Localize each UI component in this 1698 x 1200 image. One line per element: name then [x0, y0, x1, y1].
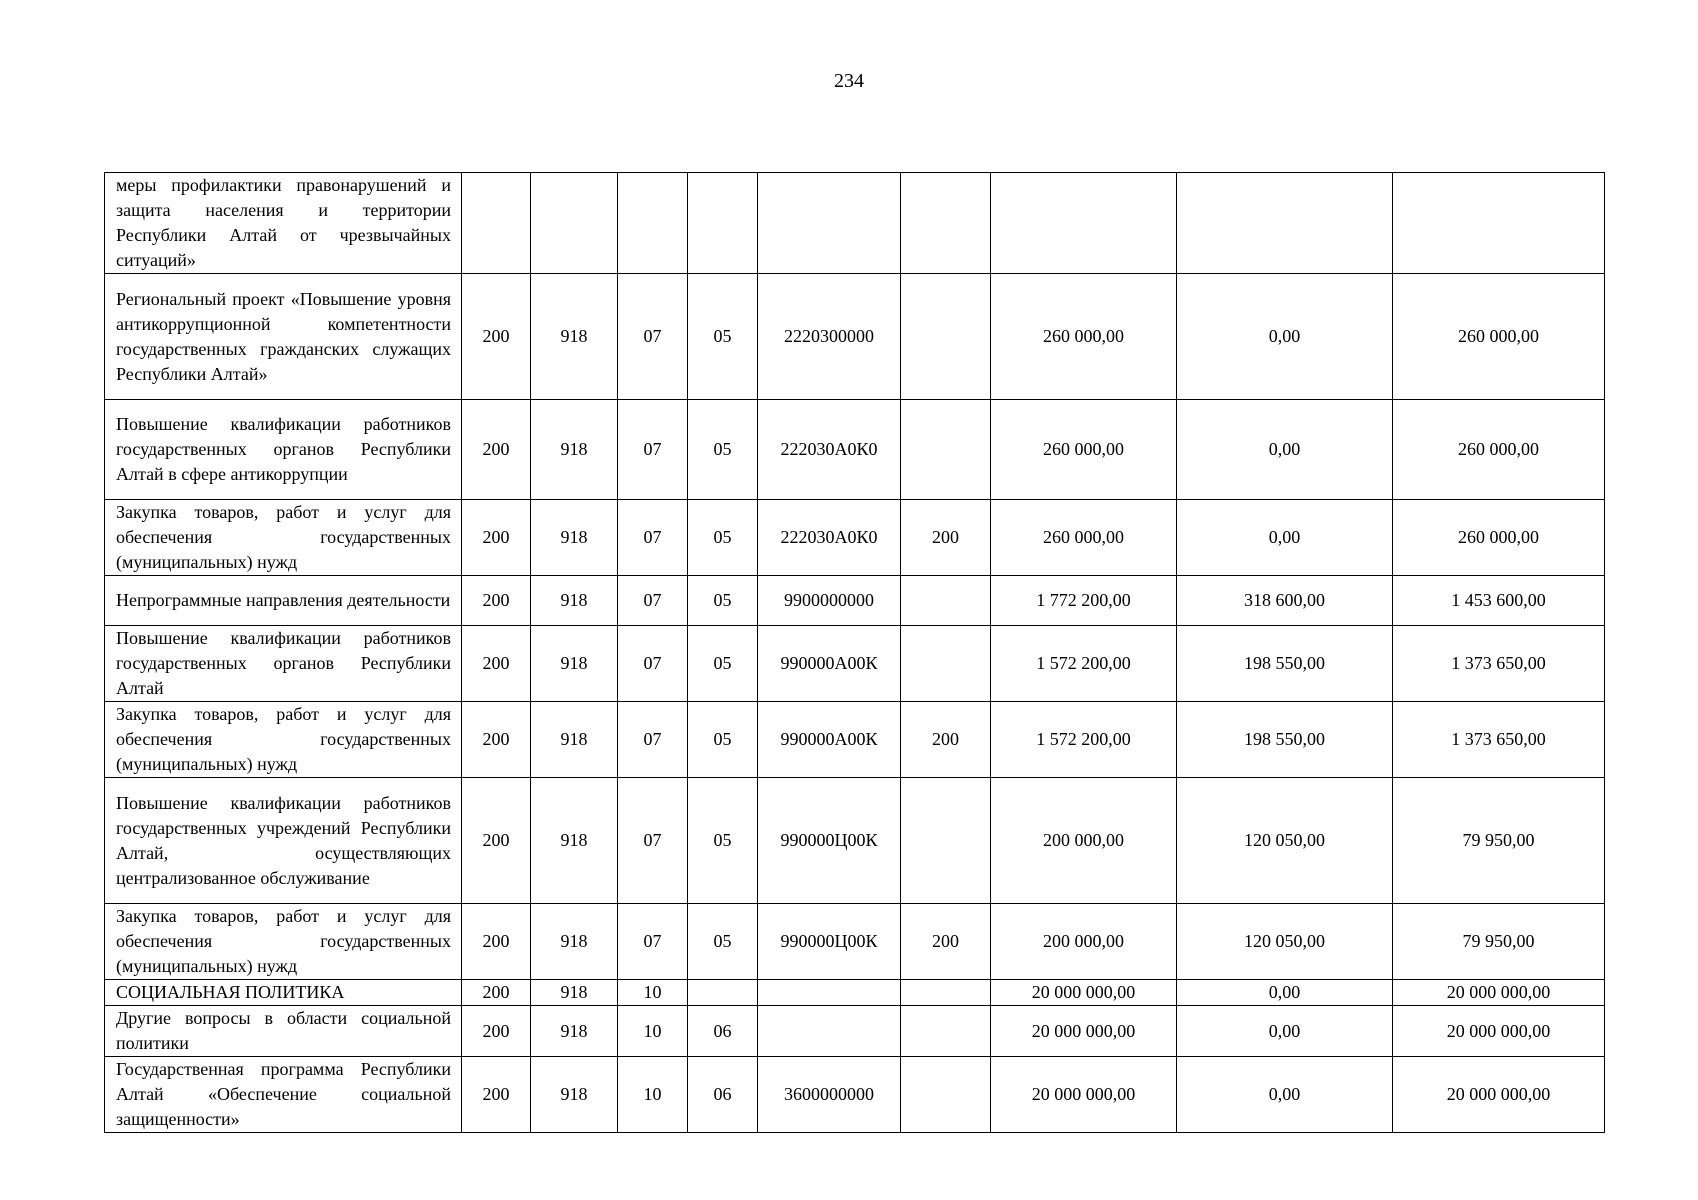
subsection-cell: 05 — [688, 400, 758, 500]
target-article-cell — [758, 980, 901, 1006]
target-article-cell — [758, 173, 901, 274]
admin-code-cell: 200 — [462, 702, 531, 778]
budget-table — [104, 172, 1605, 1133]
target-article-cell: 222030А0К0 — [758, 400, 901, 500]
subsection-cell: 05 — [688, 500, 758, 576]
table-row — [105, 1057, 1605, 1133]
section-cell: 10 — [618, 1006, 688, 1057]
subsection-cell: 05 — [688, 274, 758, 400]
row-name-cell: Повышение квалификации работников государственных органов Республики Алтай — [105, 626, 462, 702]
target-article-cell — [758, 1006, 901, 1057]
section-cell: 07 — [618, 904, 688, 980]
expense-type-cell — [901, 274, 991, 400]
amount-total-cell: 20 000 000,00 — [991, 980, 1177, 1006]
amount-total-cell: 20 000 000,00 — [991, 1057, 1177, 1133]
expense-type-cell: 200 — [901, 500, 991, 576]
row-name-cell: Государственная программа Республики Алтай «Обеспечение социальной защищенности» — [105, 1057, 462, 1133]
amount-federal-cell: 0,00 — [1177, 1006, 1393, 1057]
target-article-cell: 2220300000 — [758, 274, 901, 400]
amount-federal-cell: 198 550,00 — [1177, 626, 1393, 702]
row-name-cell: Закупка товаров, работ и услуг для обеспечения государственных (муниципальных) нужд — [105, 904, 462, 980]
amount-regional-cell: 1 453 600,00 — [1393, 576, 1605, 626]
amount-federal-cell: 0,00 — [1177, 500, 1393, 576]
admin-code-cell — [462, 173, 531, 274]
table-row — [105, 626, 1605, 702]
subsection-cell: 05 — [688, 778, 758, 904]
ministry-code-cell: 918 — [531, 702, 618, 778]
subsection-cell: 05 — [688, 576, 758, 626]
table-row — [105, 778, 1605, 904]
ministry-code-cell: 918 — [531, 626, 618, 702]
amount-total-cell: 200 000,00 — [991, 904, 1177, 980]
amount-total-cell: 1 572 200,00 — [991, 626, 1177, 702]
subsection-cell: 05 — [688, 626, 758, 702]
table-row — [105, 1006, 1605, 1057]
amount-federal-cell: 0,00 — [1177, 980, 1393, 1006]
expense-type-cell — [901, 1006, 991, 1057]
row-name-cell: СОЦИАЛЬНАЯ ПОЛИТИКА — [105, 980, 462, 1006]
amount-regional-cell — [1393, 173, 1605, 274]
target-article-cell: 3600000000 — [758, 1057, 901, 1133]
ministry-code-cell: 918 — [531, 778, 618, 904]
section-cell: 10 — [618, 980, 688, 1006]
amount-regional-cell: 20 000 000,00 — [1393, 1006, 1605, 1057]
amount-regional-cell: 79 950,00 — [1393, 778, 1605, 904]
target-article-cell: 9900000000 — [758, 576, 901, 626]
table-row — [105, 173, 1605, 274]
ministry-code-cell: 918 — [531, 274, 618, 400]
amount-total-cell: 200 000,00 — [991, 778, 1177, 904]
ministry-code-cell: 918 — [531, 500, 618, 576]
ministry-code-cell: 918 — [531, 400, 618, 500]
ministry-code-cell: 918 — [531, 980, 618, 1006]
admin-code-cell: 200 — [462, 626, 531, 702]
amount-regional-cell: 260 000,00 — [1393, 500, 1605, 576]
expense-type-cell — [901, 1057, 991, 1133]
amount-total-cell: 20 000 000,00 — [991, 1006, 1177, 1057]
table-row — [105, 980, 1605, 1006]
section-cell: 07 — [618, 400, 688, 500]
ministry-code-cell — [531, 173, 618, 274]
amount-total-cell: 1 772 200,00 — [991, 576, 1177, 626]
subsection-cell: 05 — [688, 904, 758, 980]
row-name-cell: Закупка товаров, работ и услуг для обеспечения государственных (муниципальных) нужд — [105, 702, 462, 778]
expense-type-cell: 200 — [901, 904, 991, 980]
amount-total-cell: 1 572 200,00 — [991, 702, 1177, 778]
table-row — [105, 500, 1605, 576]
amount-federal-cell — [1177, 173, 1393, 274]
subsection-cell: 06 — [688, 1006, 758, 1057]
amount-regional-cell: 1 373 650,00 — [1393, 702, 1605, 778]
amount-federal-cell: 120 050,00 — [1177, 778, 1393, 904]
expense-type-cell — [901, 173, 991, 274]
admin-code-cell: 200 — [462, 1057, 531, 1133]
row-name-cell: Региональный проект «Повышение уровня антикоррупционной компетентности государственных гражданских служащих Республики Алтай» — [105, 274, 462, 400]
target-article-cell: 222030А0К0 — [758, 500, 901, 576]
expense-type-cell — [901, 980, 991, 1006]
amount-regional-cell: 20 000 000,00 — [1393, 980, 1605, 1006]
admin-code-cell: 200 — [462, 980, 531, 1006]
row-name-cell: Повышение квалификации работников государственных учреждений Республики Алтай, осуществляющих централизованное обслуживание — [105, 778, 462, 904]
section-cell: 07 — [618, 576, 688, 626]
target-article-cell: 990000А00К — [758, 626, 901, 702]
section-cell: 07 — [618, 274, 688, 400]
table-row — [105, 274, 1605, 400]
amount-regional-cell: 260 000,00 — [1393, 274, 1605, 400]
amount-regional-cell: 79 950,00 — [1393, 904, 1605, 980]
amount-regional-cell: 1 373 650,00 — [1393, 626, 1605, 702]
row-name-cell: Другие вопросы в области социальной политики — [105, 1006, 462, 1057]
ministry-code-cell: 918 — [531, 576, 618, 626]
expense-type-cell — [901, 576, 991, 626]
section-cell: 07 — [618, 778, 688, 904]
amount-total-cell: 260 000,00 — [991, 274, 1177, 400]
admin-code-cell: 200 — [462, 274, 531, 400]
amount-federal-cell: 0,00 — [1177, 400, 1393, 500]
table-row — [105, 576, 1605, 626]
target-article-cell: 990000Ц00К — [758, 778, 901, 904]
amount-regional-cell: 20 000 000,00 — [1393, 1057, 1605, 1133]
admin-code-cell: 200 — [462, 1006, 531, 1057]
expense-type-cell: 200 — [901, 702, 991, 778]
admin-code-cell: 200 — [462, 778, 531, 904]
target-article-cell: 990000А00К — [758, 702, 901, 778]
row-name-cell: Закупка товаров, работ и услуг для обеспечения государственных (муниципальных) нужд — [105, 500, 462, 576]
section-cell: 10 — [618, 1057, 688, 1133]
subsection-cell — [688, 980, 758, 1006]
amount-federal-cell: 120 050,00 — [1177, 904, 1393, 980]
section-cell: 07 — [618, 500, 688, 576]
amount-regional-cell: 260 000,00 — [1393, 400, 1605, 500]
ministry-code-cell: 918 — [531, 904, 618, 980]
section-cell: 07 — [618, 702, 688, 778]
admin-code-cell: 200 — [462, 904, 531, 980]
row-name-cell: меры профилактики правонарушений и защита населения и территории Республики Алтай от чрезвычайных ситуаций» — [105, 173, 462, 274]
expense-type-cell — [901, 400, 991, 500]
table-row — [105, 904, 1605, 980]
section-cell: 07 — [618, 626, 688, 702]
admin-code-cell: 200 — [462, 400, 531, 500]
amount-federal-cell: 0,00 — [1177, 1057, 1393, 1133]
admin-code-cell: 200 — [462, 576, 531, 626]
page-number: 234 — [834, 70, 864, 92]
row-name-cell: Непрограммные направления деятельности — [105, 576, 462, 626]
amount-federal-cell: 0,00 — [1177, 274, 1393, 400]
amount-total-cell — [991, 173, 1177, 274]
subsection-cell: 05 — [688, 702, 758, 778]
amount-total-cell: 260 000,00 — [991, 400, 1177, 500]
section-cell — [618, 173, 688, 274]
target-article-cell: 990000Ц00К — [758, 904, 901, 980]
ministry-code-cell: 918 — [531, 1006, 618, 1057]
amount-total-cell: 260 000,00 — [991, 500, 1177, 576]
table-row — [105, 702, 1605, 778]
ministry-code-cell: 918 — [531, 1057, 618, 1133]
row-name-cell: Повышение квалификации работников государственных органов Республики Алтай в сфере антикоррупции — [105, 400, 462, 500]
expense-type-cell — [901, 778, 991, 904]
table-row — [105, 400, 1605, 500]
subsection-cell — [688, 173, 758, 274]
subsection-cell: 06 — [688, 1057, 758, 1133]
expense-type-cell — [901, 626, 991, 702]
amount-federal-cell: 318 600,00 — [1177, 576, 1393, 626]
amount-federal-cell: 198 550,00 — [1177, 702, 1393, 778]
admin-code-cell: 200 — [462, 500, 531, 576]
